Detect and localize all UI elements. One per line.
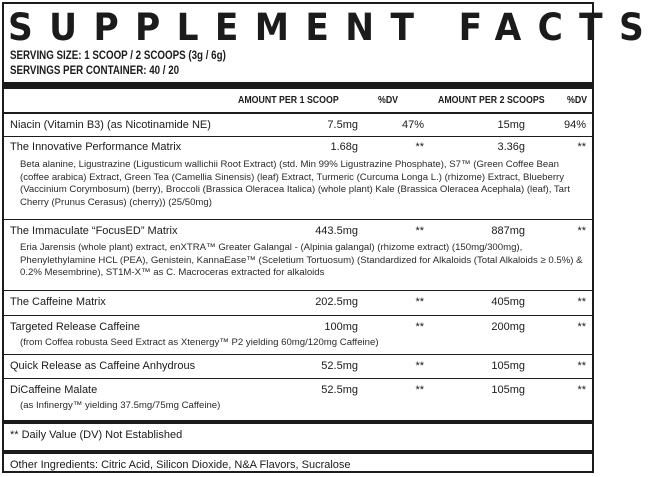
row-divider xyxy=(4,354,592,355)
row-amount-2: 887mg xyxy=(491,225,525,237)
footer-divider xyxy=(4,450,592,454)
row-amount-1: 7.5mg xyxy=(327,119,358,131)
row-amount-2: 105mg xyxy=(491,384,525,396)
row-amount-1: 1.68g xyxy=(330,141,358,153)
row-dv-2: ** xyxy=(577,296,586,308)
row-divider xyxy=(4,136,592,137)
supplement-facts-panel xyxy=(2,2,660,473)
row-amount-2: 200mg xyxy=(491,321,525,333)
row-divider xyxy=(4,315,592,316)
header-dv-2: %DV xyxy=(567,95,588,106)
row-amount-1: 52.5mg xyxy=(321,384,358,396)
row-dv-1: 47% xyxy=(401,119,424,131)
row-amount-2: 105mg xyxy=(491,360,525,372)
thick-divider xyxy=(4,82,592,89)
row-dv-1: ** xyxy=(415,296,424,308)
servings-per-container: SERVINGS PER CONTAINER: 40 / 20 xyxy=(10,65,180,77)
header-divider xyxy=(4,112,592,114)
header-amount-2-scoops: AMOUNT PER 2 SCOOPS xyxy=(438,95,545,106)
dv-footnote: ** Daily Value (DV) Not Established xyxy=(10,429,183,441)
dicaffeine-malate-source: (as Infinergy™ yielding 37.5mg/75mg Caffeine) xyxy=(20,400,221,411)
row-name: The Immaculate “FocusED” Matrix xyxy=(10,225,178,237)
row-amount-2: 15mg xyxy=(497,119,525,131)
performance-matrix-ingredients: Beta alanine, Ligustrazine (Ligusticum wallichii Root Extract) (std. Min 99% Ligustrazine Phosphate), S7™ (Green Coffee Bean (coffee arabica) Extract, Green Tea (Camellia Sinensis) (leaf) Extract, Turmeric (Curcuma Longa L.) (rhizome) Extract, Blueberry (Vaccinium Corymbosum) (berry), Broccoli (Brassica Oleracea Italica) (whole plant) Kale (Brassica Oleracea Acephala) (leaf), Tart Cherry (Prunus Cerasus) (cherry)) (25/50mg) xyxy=(20,159,570,208)
row-dv-2: ** xyxy=(577,384,586,396)
other-ingredients: Other Ingredients: Citric Acid, Silicon Dioxide, N&A Flavors, Sucralose xyxy=(10,459,351,471)
row-name: Targeted Release Caffeine xyxy=(10,321,141,333)
row-amount-2: 3.36g xyxy=(497,141,525,153)
row-name: Niacin (Vitamin B3) (as Nicotinamide NE) xyxy=(10,119,211,131)
row-dv-1: ** xyxy=(415,141,424,153)
row-divider xyxy=(4,290,592,291)
row-name: The Innovative Performance Matrix xyxy=(10,141,182,153)
row-amount-1: 443.5mg xyxy=(315,225,358,237)
header-dv-1: %DV xyxy=(378,95,399,106)
row-dv-2: ** xyxy=(577,141,586,153)
row-amount-2: 405mg xyxy=(491,296,525,308)
thick-divider-bottom xyxy=(4,420,592,424)
focused-matrix-ingredients: Eria Jarensis (whole plant) extract, enXTRA™ Greater Galangal - (Alpinia galangal) (rhizome extract) (150mg/300mg), Phenylethylamine HCL (PEA), Genistein, KannaEase™ (Sceletium Tortuosum) (Standardized for Alkaloids (Total Alkaloids ≥ 0.5%) & 0.2% Mesembrine), ST1M-X™ as C. Macroceras extracted for alkaloids xyxy=(20,242,583,278)
row-amount-1: 100mg xyxy=(324,321,358,333)
serving-size: SERVING SIZE: 1 SCOOP / 2 SCOOPS (3g / 6g) xyxy=(10,50,226,62)
row-dv-1: ** xyxy=(415,321,424,333)
row-dv-2: ** xyxy=(577,321,586,333)
row-dv-1: ** xyxy=(415,225,424,237)
row-dv-2: 94% xyxy=(563,119,586,131)
row-divider xyxy=(4,378,592,379)
row-name: DiCaffeine Malate xyxy=(10,384,98,396)
row-dv-1: ** xyxy=(415,384,424,396)
row-dv-2: ** xyxy=(577,360,586,372)
row-amount-1: 202.5mg xyxy=(315,296,358,308)
row-name: The Caffeine Matrix xyxy=(10,296,106,308)
targeted-caffeine-source: (from Coffea robusta Seed Extract as Xtenergy™ P2 yielding 60mg/120mg Caffeine) xyxy=(20,337,379,348)
row-dv-1: ** xyxy=(415,360,424,372)
row-amount-1: 52.5mg xyxy=(321,360,358,372)
row-dv-2: ** xyxy=(577,225,586,237)
header-amount-1-scoop: AMOUNT PER 1 SCOOP xyxy=(238,95,339,106)
panel-title: SUPPLEMENT FACTS xyxy=(8,6,660,49)
row-name: Quick Release as Caffeine Anhydrous xyxy=(10,360,196,372)
row-divider xyxy=(4,219,592,220)
